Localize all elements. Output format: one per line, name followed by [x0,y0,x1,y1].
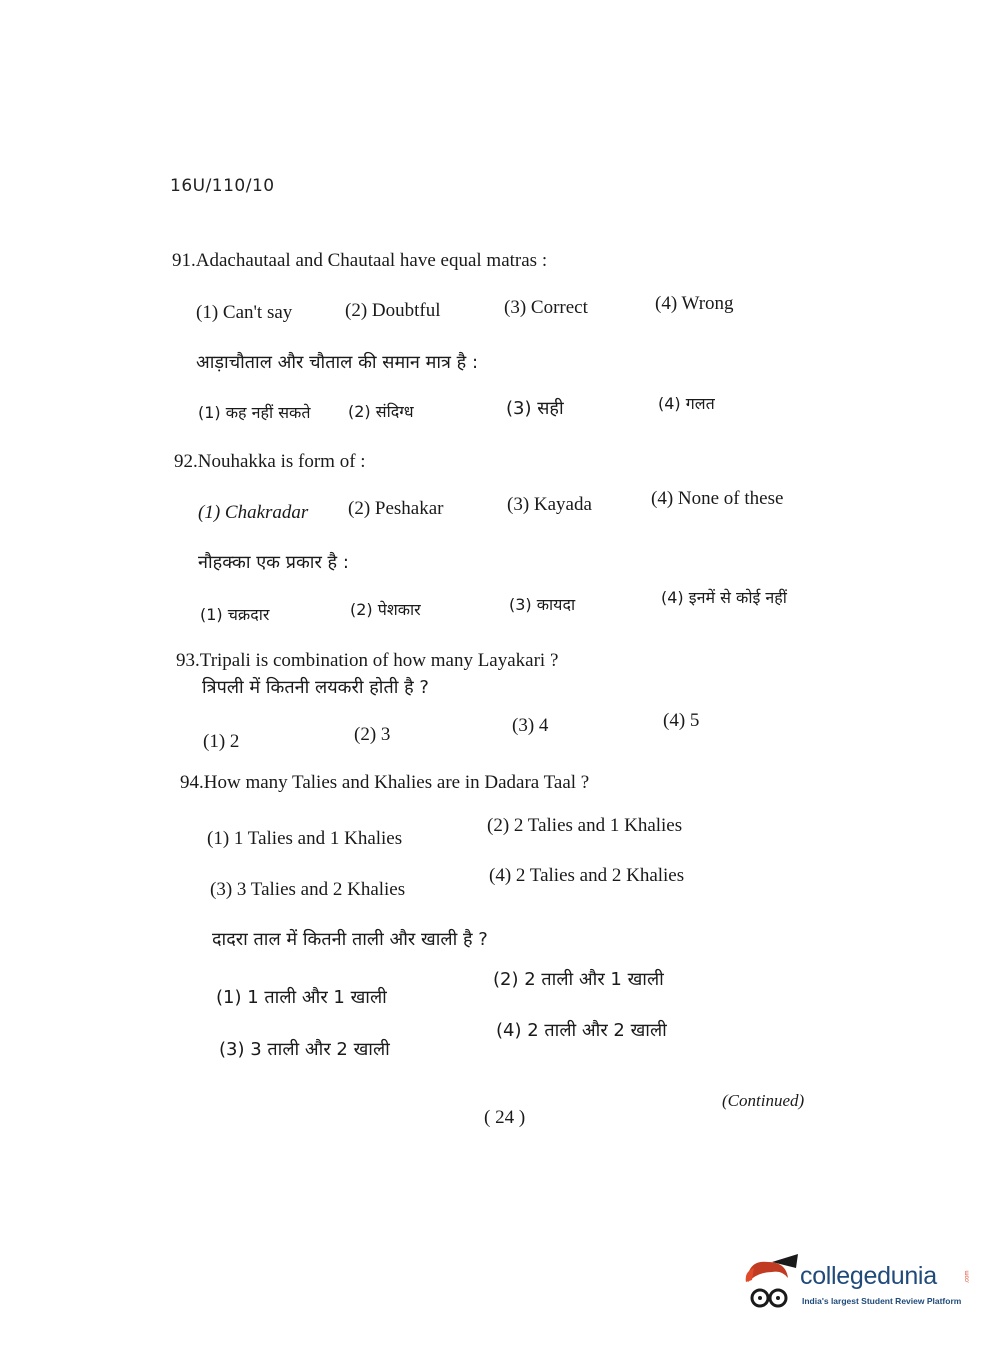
question-91-text-hindi: आड़ाचौताल और चौताल की समान मात्र है : [196,352,479,373]
mascot-icon [742,1252,800,1314]
q91-option-4: (4) Wrong [655,293,734,314]
collegedunia-logo [742,1252,972,1314]
continued-label: (Continued) [722,1091,805,1110]
logo-brand-text: collegedunia [800,1262,937,1290]
q92-option-3: (3) Kayada [507,494,592,515]
q91-option-3: (3) Correct [504,297,588,318]
q92-option-2-hindi: (2) पेशकार [350,600,421,619]
q93-option-4: (4) 5 [663,710,700,731]
q94-option-3: (3) 3 Talies and 2 Khalies [210,879,406,900]
q93-option-3: (3) 4 [512,715,549,736]
q94-option-2: (2) 2 Talies and 1 Khalies [487,815,683,836]
q93-option-1: (1) 2 [203,731,240,752]
q94-option-2-hindi: (2) 2 ताली और 1 खाली [493,969,664,990]
q93-option-2: (2) 3 [354,724,391,745]
logo-tagline: India's largest Student Review Platform [802,1296,962,1306]
q92-option-1-hindi: (1) चक्रदार [200,605,270,624]
q94-option-1: (1) 1 Talies and 1 Khalies [207,828,403,849]
question-93-text-hindi: त्रिपली में कितनी लयकरी होती है ? [202,677,429,698]
logo-suffix-text: .com [964,1270,971,1284]
page-number: ( 24 ) [484,1107,526,1128]
q92-option-4: (4) None of these [651,488,784,509]
q91-option-2: (2) Doubtful [345,300,441,321]
q94-option-1-hindi: (1) 1 ताली और 1 खाली [216,987,387,1008]
question-94-text: 94.How many Talies and Khalies are in Dadara Taal ? [180,772,590,793]
q91-option-3-hindi: (3) सही [506,398,564,419]
question-94-text-hindi: दादरा ताल में कितनी ताली और खाली है ? [212,929,488,950]
q94-option-4: (4) 2 Talies and 2 Khalies [489,865,685,886]
question-93-text: 93.Tripali is combination of how many Layakari ? [176,650,559,671]
q92-option-4-hindi: (4) इनमें से कोई नहीं [661,588,787,607]
question-92-text: 92.Nouhakka is form of : [174,451,366,472]
q92-option-2: (2) Peshakar [348,498,444,519]
q92-option-1: (1) Chakradar [198,502,309,523]
question-92-text-hindi: नौहक्का एक प्रकार है : [198,552,349,573]
q91-option-2-hindi: (2) संदिग्ध [348,402,414,421]
q94-option-3-hindi: (3) 3 ताली और 2 खाली [219,1039,390,1060]
paper-code: 16U/110/10 [170,176,275,196]
q91-option-1-hindi: (1) कह नहीं सकते [198,403,311,422]
q94-option-4-hindi: (4) 2 ताली और 2 खाली [496,1020,667,1041]
question-91-text: 91.Adachautaal and Chautaal have equal matras : [172,250,548,271]
q91-option-4-hindi: (4) गलत [658,394,715,413]
q91-option-1: (1) Can't say [196,302,293,323]
q92-option-3-hindi: (3) कायदा [509,595,576,614]
